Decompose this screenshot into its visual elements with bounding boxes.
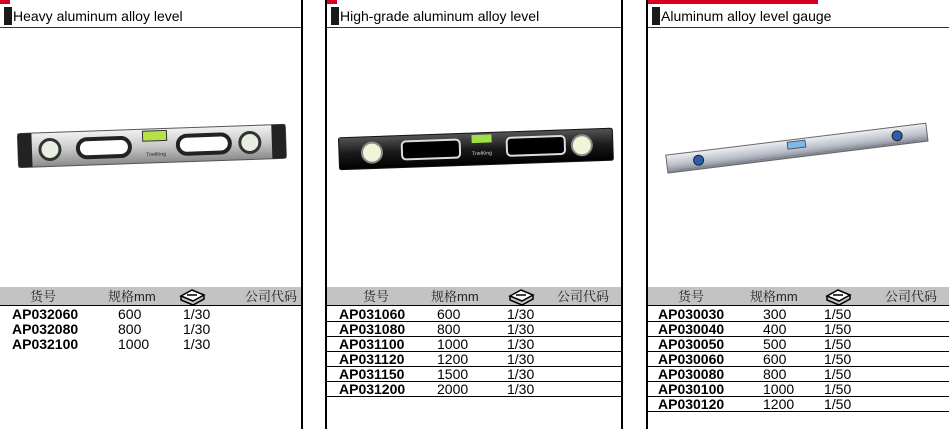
table-row xyxy=(327,382,621,397)
item-spec: 600 xyxy=(437,306,461,322)
title-marker xyxy=(331,7,339,25)
item-spec: 300 xyxy=(763,306,787,322)
table-row xyxy=(0,322,301,337)
item-spec: 800 xyxy=(437,321,461,337)
table-row xyxy=(0,307,301,322)
item-spec: 1500 xyxy=(437,366,469,382)
item-code: AP031060 xyxy=(339,306,406,322)
item-accuracy: 1/50 xyxy=(824,321,852,337)
item-code: AP030060 xyxy=(658,351,725,367)
item-accuracy: 1/30 xyxy=(507,381,535,397)
header-company-code: 公司代码 xyxy=(556,289,609,304)
title-marker xyxy=(4,7,12,25)
item-code: AP030080 xyxy=(658,366,725,382)
item-spec: 2000 xyxy=(437,381,469,397)
panel-title: Heavy aluminum alloy level xyxy=(13,8,183,24)
table-row xyxy=(648,307,949,322)
header-spec: 规格mm xyxy=(750,289,798,304)
panel-title: High-grade aluminum alloy level xyxy=(340,8,540,24)
item-accuracy: 1/50 xyxy=(824,351,852,367)
product-image xyxy=(0,29,301,287)
panel-title-row xyxy=(327,4,621,28)
product-image xyxy=(327,29,621,287)
table-row xyxy=(648,322,949,337)
item-spec: 800 xyxy=(763,366,787,382)
item-spec: 1000 xyxy=(437,336,469,352)
table-row xyxy=(327,337,621,352)
item-code: AP032080 xyxy=(12,321,79,337)
title-marker xyxy=(652,7,660,25)
item-spec: 600 xyxy=(118,306,142,322)
item-spec: 1200 xyxy=(437,351,469,367)
item-accuracy: 1/30 xyxy=(507,351,535,367)
table-row xyxy=(0,337,301,352)
item-accuracy: 1/30 xyxy=(507,321,535,337)
item-code: AP030040 xyxy=(658,321,725,337)
table-row xyxy=(327,367,621,382)
header-company-code: 公司代码 xyxy=(244,289,297,304)
table-row xyxy=(648,382,949,397)
item-spec: 400 xyxy=(763,321,787,337)
item-spec: 1000 xyxy=(763,381,795,397)
item-spec: 1000 xyxy=(118,336,150,352)
item-code: AP031200 xyxy=(339,381,406,397)
product-panel-level-gauge xyxy=(646,0,949,429)
table-row xyxy=(648,367,949,382)
item-accuracy: 1/30 xyxy=(183,321,211,337)
item-accuracy: 1/50 xyxy=(824,336,852,352)
table-row xyxy=(327,322,621,337)
table-header xyxy=(327,287,621,306)
item-accuracy: 1/30 xyxy=(507,306,535,322)
panel-title: Aluminum alloy level gauge xyxy=(661,8,832,24)
product-brand-text: TnelKing xyxy=(472,150,492,158)
item-accuracy: 1/50 xyxy=(824,396,852,412)
item-accuracy: 1/50 xyxy=(824,306,852,322)
item-code: AP031080 xyxy=(339,321,406,337)
item-code: AP032100 xyxy=(12,336,79,352)
item-code: AP031120 xyxy=(339,351,405,367)
table-row xyxy=(648,337,949,352)
panel-title-row xyxy=(0,4,301,28)
table-row xyxy=(327,307,621,322)
product-table xyxy=(0,307,301,352)
header-item-code: 货号 xyxy=(30,289,57,304)
product-brand-text: TnelKing xyxy=(146,151,167,159)
header-spec: 规格mm xyxy=(108,289,156,304)
item-code: AP031150 xyxy=(339,366,405,382)
table-row xyxy=(327,352,621,367)
item-code: AP030050 xyxy=(658,336,725,352)
item-accuracy: 1/50 xyxy=(824,366,852,382)
item-accuracy: 1/30 xyxy=(507,336,535,352)
header-spec: 规格mm xyxy=(431,289,479,304)
product-table xyxy=(327,307,621,397)
item-code: AP031100 xyxy=(339,336,405,352)
item-code: AP032060 xyxy=(12,306,79,322)
table-row xyxy=(648,352,949,367)
product-image xyxy=(648,29,949,287)
item-spec: 600 xyxy=(763,351,787,367)
item-accuracy: 1/30 xyxy=(183,336,211,352)
item-code: AP030120 xyxy=(658,396,725,412)
table-header xyxy=(0,287,301,306)
item-spec: 1200 xyxy=(763,396,795,412)
table-row xyxy=(648,397,949,412)
item-spec: 500 xyxy=(763,336,787,352)
item-code: AP030030 xyxy=(658,306,725,322)
item-accuracy: 1/30 xyxy=(183,306,211,322)
header-company-code: 公司代码 xyxy=(884,289,937,304)
item-accuracy: 1/30 xyxy=(507,366,535,382)
table-header xyxy=(648,287,949,306)
item-code: AP030100 xyxy=(658,381,725,397)
item-accuracy: 1/50 xyxy=(824,381,852,397)
product-panel-heavy-level xyxy=(0,0,303,429)
header-item-code: 货号 xyxy=(363,289,390,304)
item-spec: 800 xyxy=(118,321,142,337)
product-panel-high-grade-level xyxy=(325,0,623,429)
panel-title-row xyxy=(648,4,949,28)
product-table xyxy=(648,307,949,412)
header-item-code: 货号 xyxy=(678,289,705,304)
